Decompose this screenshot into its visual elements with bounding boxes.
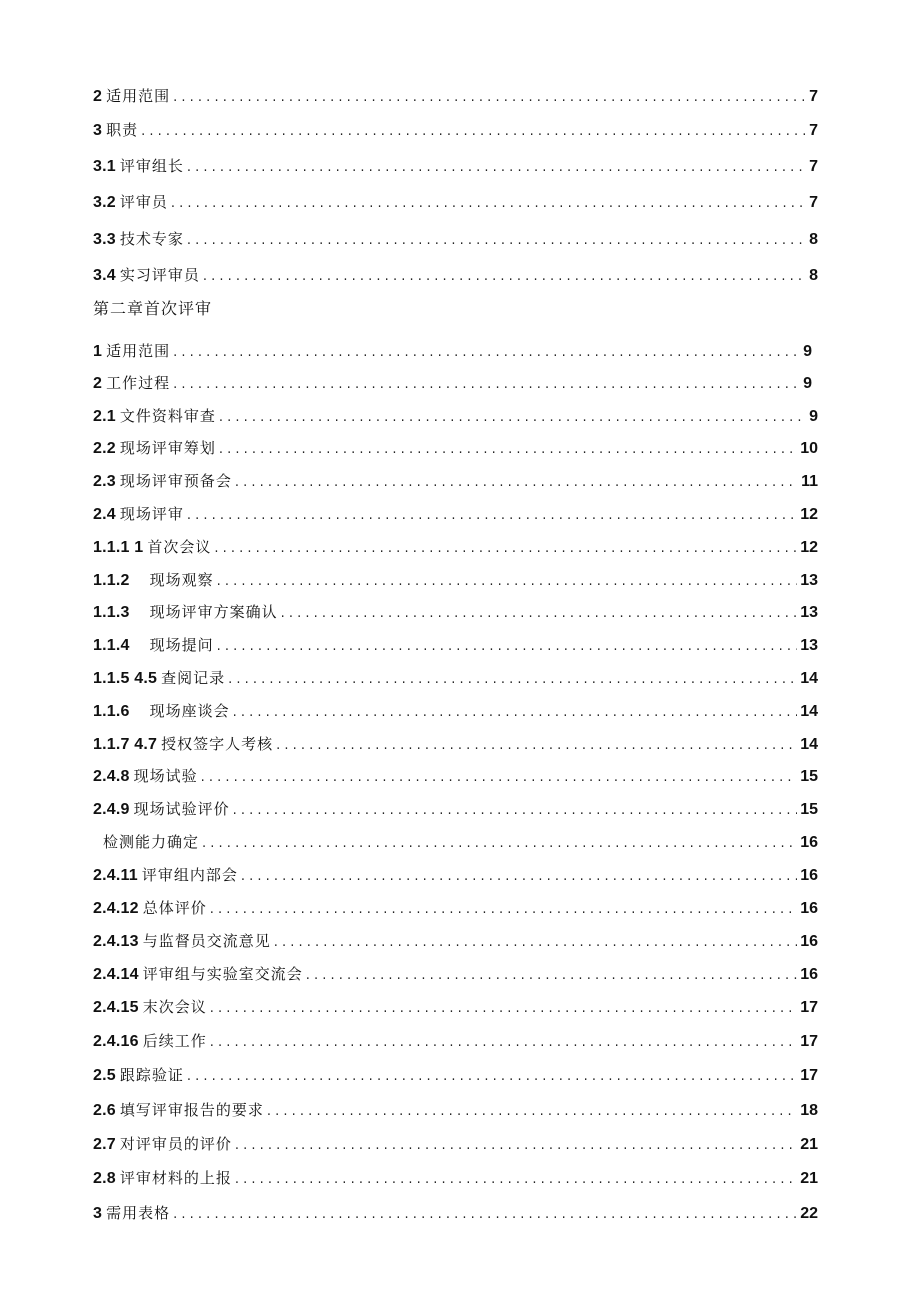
toc-page-number: 7 [809, 194, 818, 211]
toc-title: 现场提问 [133, 636, 214, 654]
toc-leader [173, 373, 800, 397]
toc-page-number: 16 [800, 867, 818, 884]
toc-leader [187, 156, 806, 180]
toc-entry[interactable] [93, 436, 818, 460]
toc-number: 2 [93, 375, 103, 392]
toc-number: 2.6 [93, 1102, 116, 1119]
toc-page-number: 16 [800, 834, 818, 851]
toc-title: 后续工作 [142, 1032, 207, 1050]
toc-entry[interactable] [93, 404, 818, 428]
toc-entry[interactable] [93, 154, 818, 178]
toc-entry[interactable] [93, 1063, 818, 1087]
toc-number: 3.4 [93, 267, 116, 284]
toc-entry[interactable] [93, 1166, 818, 1190]
toc-leader [235, 1134, 797, 1158]
toc-entry[interactable] [93, 84, 818, 108]
toc-title: 文件资料审查 [119, 407, 216, 425]
toc-leader [233, 799, 798, 823]
toc-page-number: 16 [800, 966, 818, 983]
toc-title: 与监督员交流意见 [142, 932, 271, 950]
toc-entry[interactable] [93, 764, 818, 788]
toc-title: 适用范围 [106, 87, 171, 105]
toc-number: 2.8 [93, 1170, 116, 1187]
toc-page-number: 14 [800, 703, 818, 720]
toc-entry[interactable] [93, 600, 818, 624]
toc-number: 1.1.3 [93, 604, 130, 621]
toc-number: 1.1.4 [93, 637, 130, 654]
toc-number: 3.3 [93, 231, 116, 248]
toc-page-number: 8 [809, 267, 818, 284]
toc-title: 现场观察 [133, 571, 214, 589]
toc-title: 现场评审筹划 [119, 439, 216, 457]
toc-leader [306, 964, 798, 988]
toc-page-number: 9 [803, 343, 812, 360]
toc-entry[interactable] [93, 929, 818, 953]
toc-number: 2.5 [93, 1067, 116, 1084]
toc-number: 2.4.11 [93, 867, 138, 884]
toc-title: 跟踪验证 [119, 1066, 184, 1084]
toc-entry[interactable] [93, 1098, 818, 1122]
toc-entry[interactable] [93, 633, 818, 657]
toc-title: 现场评审 [119, 505, 184, 523]
toc-leader [219, 438, 797, 462]
toc-leader [276, 734, 797, 758]
toc-title: 总体评价 [142, 899, 207, 917]
toc-title: 评审组长 [119, 157, 184, 175]
toc-number: 2.4.14 [93, 966, 139, 983]
toc-leader [214, 537, 797, 561]
toc-title: 职责 [106, 121, 139, 139]
toc-number: 3 [93, 122, 103, 139]
toc-page-number: 14 [800, 670, 818, 687]
toc-page-number: 7 [809, 88, 818, 105]
toc-entry[interactable] [93, 263, 818, 287]
toc-leader [219, 406, 806, 430]
toc-number: 1.1.5 4.5 [93, 670, 158, 687]
toc-leader [217, 635, 798, 659]
toc-leader [267, 1100, 797, 1124]
toc-number: 2.3 [93, 473, 116, 490]
toc-leader [233, 701, 798, 725]
toc-number: 2.4 [93, 506, 116, 523]
toc-entry[interactable] [93, 699, 818, 723]
toc-leader [173, 86, 806, 110]
toc-number: 2.4.8 [93, 768, 130, 785]
toc-page-number: 7 [809, 122, 818, 139]
toc-page-number: 12 [800, 506, 818, 523]
toc-entry[interactable] [93, 371, 818, 395]
toc-title: 现场评审预备会 [119, 472, 232, 490]
toc-number: 2.4.13 [93, 933, 139, 950]
toc-page-number: 21 [800, 1170, 818, 1187]
toc-leader [173, 341, 800, 365]
toc-page-number: 9 [809, 408, 818, 425]
toc-page-number: 17 [800, 1033, 818, 1050]
toc-entry[interactable] [93, 535, 818, 559]
toc-leader [202, 832, 797, 856]
toc-number: 2.4.15 [93, 999, 139, 1016]
toc-number: 2.7 [93, 1136, 116, 1153]
toc-number: 3 [93, 1205, 103, 1222]
toc-title: 末次会议 [142, 998, 207, 1016]
toc-leader [187, 229, 806, 253]
toc-leader [281, 602, 798, 626]
toc-number: 3.1 [93, 158, 116, 175]
toc-entry[interactable] [93, 502, 818, 526]
toc-title: 填写评审报告的要求 [119, 1101, 264, 1119]
toc-title: 授权签字人考核 [161, 735, 274, 753]
toc-title: 现场试验评价 [133, 800, 230, 818]
toc-leader [210, 898, 798, 922]
toc-title: 现场座谈会 [133, 702, 230, 720]
toc-leader [228, 668, 797, 692]
toc-page-number: 8 [809, 231, 818, 248]
toc-page-number: 18 [800, 1102, 818, 1119]
toc-leader [187, 504, 797, 528]
toc-leader [203, 265, 806, 289]
toc-page-number: 13 [800, 572, 818, 589]
toc-number: 2.4.16 [93, 1033, 139, 1050]
toc-page-number: 15 [800, 768, 818, 785]
toc-leader [241, 865, 797, 889]
toc-title: 工作过程 [106, 374, 171, 392]
toc-number: 2 [93, 88, 103, 105]
toc-title: 对评审员的评价 [119, 1135, 232, 1153]
toc-leader [201, 766, 798, 790]
toc-number: 1.1.1 1 [93, 539, 144, 556]
toc-entry[interactable] [93, 666, 818, 690]
toc-leader [187, 1065, 797, 1089]
toc-title: 实习评审员 [119, 266, 200, 284]
toc-entry[interactable] [93, 896, 818, 920]
toc-title: 评审组与实验室交流会 [142, 965, 303, 983]
toc-leader [235, 1168, 797, 1192]
toc-entry[interactable] [93, 1201, 818, 1225]
toc-page-number: 12 [800, 539, 818, 556]
toc-page-number: 15 [800, 801, 818, 818]
toc-title: 适用范围 [106, 342, 171, 360]
toc-title: 现场试验 [133, 767, 198, 785]
toc-page-number: 16 [800, 933, 818, 950]
toc-leader [171, 192, 806, 216]
toc-entry[interactable] [93, 1132, 818, 1156]
toc-title: 查阅记录 [161, 669, 226, 687]
toc-page-number: 17 [800, 999, 818, 1016]
toc-number: 3.2 [93, 194, 116, 211]
toc-page-number: 7 [809, 158, 818, 175]
toc-leader [173, 1203, 797, 1227]
toc-entry[interactable] [93, 118, 818, 142]
toc-leader [141, 120, 806, 144]
toc-number: 1 [93, 343, 103, 360]
toc-number: 1.1.7 4.7 [93, 736, 158, 753]
toc-leader [210, 1031, 798, 1055]
toc-entry[interactable] [93, 190, 818, 214]
toc-number: 2.4.9 [93, 801, 130, 818]
toc-page-number: 13 [800, 604, 818, 621]
toc-entry[interactable] [93, 227, 818, 251]
toc-page-number: 17 [800, 1067, 818, 1084]
toc-entry[interactable] [93, 732, 818, 756]
toc-entry[interactable] [93, 863, 818, 887]
toc-page-number: 11 [801, 473, 818, 490]
toc-page-number: 14 [800, 736, 818, 753]
toc-entry[interactable] [93, 339, 818, 363]
toc-title: 评审员 [119, 193, 168, 211]
toc-number: 1.1.2 [93, 572, 130, 589]
toc-leader [274, 931, 798, 955]
toc-page-number: 9 [803, 375, 812, 392]
toc-page-number: 10 [800, 440, 818, 457]
toc-entry[interactable] [93, 962, 818, 986]
toc-number: 2.4.12 [93, 900, 139, 917]
toc-title: 需用表格 [106, 1204, 171, 1222]
toc-title: 检测能力确定 [103, 833, 200, 851]
toc-leader [210, 997, 798, 1021]
toc-entry[interactable] [93, 469, 818, 493]
toc-number: 2.1 [93, 408, 116, 425]
chapter-heading: 第二章首次评审 [93, 299, 213, 318]
toc-number: 1.1.6 [93, 703, 130, 720]
toc-leader [235, 471, 798, 495]
toc-title: 首次会议 [147, 538, 212, 556]
toc-page-number: 21 [800, 1136, 818, 1153]
toc-leader [217, 570, 798, 594]
toc-number: 2.2 [93, 440, 116, 457]
toc-page-number: 13 [800, 637, 818, 654]
toc-entry[interactable] [93, 568, 818, 592]
toc-entry[interactable] [93, 830, 818, 854]
toc-title: 现场评审方案确认 [133, 603, 278, 621]
toc-title: 技术专家 [119, 230, 184, 248]
toc-title: 评审组内部会 [141, 866, 238, 884]
toc-page-number: 22 [800, 1205, 818, 1222]
toc-entry[interactable] [93, 1029, 818, 1053]
toc-entry[interactable] [93, 995, 818, 1019]
toc-title: 评审材料的上报 [119, 1169, 232, 1187]
toc-page-number: 16 [800, 900, 818, 917]
toc-entry[interactable] [93, 797, 818, 821]
